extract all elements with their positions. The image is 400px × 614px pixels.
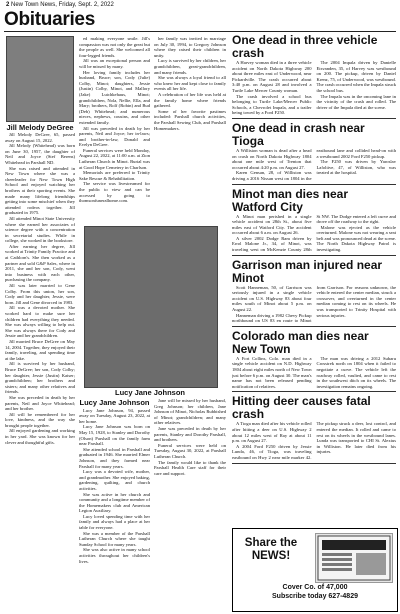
paragraph: A Minot man perished in a single vehicle accident on 28th St., about five miles east of Watford City. The accident occurred about 6 a.m. on August 26. — [232, 213, 312, 236]
paragraph: The man was driving a 2012 Subaru Crosstrek north on 1804 when it failed to negotiate a curve. The vehicle left the roadway rolled, vaulted, and came to rest in the southwest ditch on its wheels. The investigation remains ongoing. — [316, 355, 396, 389]
paragraph: She was also active in many school activities throughout her children's lives. — [79, 547, 150, 564]
news-article — [232, 330, 396, 393]
paragraph: Jill was later married to Gene Colby. From this union, her son, Cody and her daughter, Jessie, were born. Jill and Gene divorced in 1983. — [5, 283, 75, 305]
jill-degree-photo — [6, 36, 74, 122]
obit-jill-degree-text — [5, 132, 75, 610]
news-headline[interactable]: Minot man dies near Watford City — [232, 186, 349, 214]
paragraph: She attended school in Parshall and graduated in 1946. She married Elmer Johnson, and they farmed near Parshall for many years. — [79, 446, 150, 469]
news-article — [232, 34, 396, 119]
paragraph: A Tioga man died after his vehicle rolled after hitting a deer on U.S. Highway 2 about 12 miles west of Ray at about 11 p.m. on August 27. — [232, 421, 312, 444]
paragraph: The service was livestreamed for the public to view and can be accessed by going to thomsonfuneralhome.com. — [79, 181, 150, 204]
ad-line-2: Subscribe today 627-4829 — [272, 593, 358, 600]
paragraph: Jill was preceded in death by her parents, Neil and Joyce; her in-laws; and brother-in-law, Donald and Evelyn DeGree. — [79, 125, 150, 148]
paragraph: Jill Melody DeGree, 65, passed away on August 15, 2022. — [5, 132, 75, 143]
obit-continuation-text — [79, 36, 150, 256]
lucy-johnson-name-heading: Lucy Jane Johnson — [114, 388, 186, 397]
paragraph: Jill Melody (Whitehead) was born on June 30, 1957, the daughter of Neil and Joyce (Stef Berens) Whitehead in Parshall ND. — [5, 143, 75, 165]
paragraph: Lucy was a devoted wife, mother, and grandmother. She enjoyed baking, gardening, quilting, and church activities. — [79, 469, 150, 491]
paragraph: Her loving family includes her husband, Bruce; son, Cody (Julie) Colby, Minot; daughters, Jessie (Justin) Colby, Minot, and Mallory (Jake) Lutchkehaus, Minot; grandchildren, Nola, Nellie, Ella, and Mary; brothers, Rolf (Robin) and Bud (Deb) Whitehead; and numerous nieces, nephews, cousins, and other extended family. — [79, 69, 150, 125]
article-divider — [232, 326, 396, 327]
paragraph: Karen Gensan, 28, of Williston was driving a 2016 Nissan west on 1804 in the eastbound lane and collided head-on with a westbound 2002 Ford F250 pickup. — [232, 147, 396, 181]
news-headline[interactable]: Colorado man dies near New Town — [232, 328, 369, 356]
paragraph: Hanneman driving a 1982 Chevy Pickup northbound on US 83 en route to Minot from Garrison. For reasons unknown, the vehicle entered the center median, struck a crossover, and overturned in the center median coming to rest on its wheels. He was transported to Trinity Hospital with serious injuries. — [232, 284, 396, 324]
paragraph: Lucy is survived by her children, her grandchildren, great-grandchildren, and many friends. — [154, 58, 226, 75]
paragraph: Funeral services were held Monday, August 22, 2022, at 11:00 a.m. at Zion Lutheran Church in Minot. Burial was at Good Hope Cemetery in Charlson. — [79, 147, 150, 170]
paragraph: The 2004 Impala driven by Danielle Eisvanden, 35, of Harvey was westbound on 200. The pickup, driven by Daniel Krenz, 75, of Underwood, was westbound. The crash occurred when the Impala struck the school bus. — [316, 60, 396, 93]
paragraph: ed making everyone smile. Jill's compassion was not only the great but the people as well. She welcomed all four-legged friends. — [79, 36, 150, 58]
paragraph: The crash involved a school bus belonging to Turtle Lake/Mercer Public Schools, a Chevrolet Impala, and a trailer being towed by a Ford F250. — [232, 93, 312, 116]
paragraph: Lucy Jane Johnson, 94, passed away on Tuesday, August 23, 2022, at her home. — [79, 407, 150, 424]
news-article — [232, 188, 396, 256]
news-headline[interactable]: Garrison man injured near Minot — [232, 257, 383, 285]
section-title: Obituaries — [4, 9, 95, 30]
paragraph: A silver 2002 Dodge Ram driven by Errol Malone Jr., 34, of Minot, was traveling west on McKenzie County 28th St NW. The Dodge entered a left curve and drove off the roadway to the right. — [232, 213, 396, 253]
obit-lucy-johnson-text-1 — [79, 398, 150, 610]
article-divider — [232, 255, 396, 256]
obit-lucy-johnson-text-3 — [154, 398, 226, 610]
article-divider — [232, 184, 396, 185]
paragraph: Jane was preceded in death by her parents, Stanley and Dorothy Parshall, and brothers. — [154, 425, 226, 443]
subscription-ad[interactable] — [232, 528, 398, 612]
paragraph: Jill was a devoted mother. She worked hard to make sure her children had everything they needed. She was always willing to help out. She was always there for Cody and Jessie and her grandchildren. — [5, 305, 75, 339]
paragraph: The family would like to thank the Parshall Health Care staff for their care and support. — [154, 459, 226, 476]
news-briefs — [232, 34, 396, 524]
paragraph: Jill enjoyed gardening and working in her yard. She was known for her clever and thoughtful gifts. — [5, 428, 75, 445]
news-headline[interactable]: One dead in three vehicle crash — [232, 34, 378, 60]
paragraph: A Harvey woman died in a three vehicle accident on North Dakota Highway 200 about three miles east of Underwood, near Pickardville. The crash occurred about 3:40 p.m. on August 28 and involved a Turtle Lake Mercer County woman. — [232, 60, 312, 93]
news-headline[interactable]: Hitting deer causes fatal crash — [232, 394, 371, 422]
paragraph: Jane will be missed by her husband, Greg Johnson; her children, Jane Johnson of Minot, Nicholas Rubbished of Minot; grandchildren; and many other relatives. — [154, 398, 226, 426]
paragraph: Jill attended Minot State University where she earned her associates of science degree with a concentration in secretarial studies. While in college, she worked in the bookstore. — [5, 215, 75, 244]
ad-line-1: Cover Co. of 47,000 — [282, 584, 348, 591]
paragraph: Malone was ejected as the vehicle overturned. Malone was not wearing a seat belt and was pronounced dead at the scene. The North Dakota Highway Patrol is investigating. — [316, 224, 396, 253]
paragraph: The F250 was driven by Yaroslav Lafoltive, 47, of Williston, who was treated at the hospital. — [316, 159, 396, 176]
article-divider — [232, 391, 396, 392]
header-rule — [4, 31, 396, 32]
news-article — [232, 122, 396, 185]
paragraph: A Fort Collins, Colo. man died in a single vehicle accident on N.D. Highway 1804 about eight miles north of New Town just before 6 p.m. on August 30. The man's name has not been released pending notification of relatives. — [232, 355, 312, 389]
paragraph: After earning her degree, Jill worked at Trinity Family Practice and at Cathlorn's. She then worked as a partner and sold G&P Sales, where in 2011, she and her son, Cody, went into business with each other, purchasing the company. — [5, 243, 75, 283]
paragraph: Memorials are preferred to Trinity Sake Rescue & Rehabilitation. — [79, 170, 150, 181]
paragraph: Jill married Bruce DeGree on May 14, 2004. Together, they enjoyed their family, traveling, and spending time at the lake. — [5, 338, 75, 361]
obit-lucy-johnson-text-2 — [154, 36, 226, 224]
paragraph: Some of her favorite pastimes included: Parshall church activities, the Parshall Sewing Club, and Parshall Homemakers. — [154, 108, 226, 131]
paragraph: The Impala was in the oncoming lane in the vicinity of the crash and rolled. The driver of the Impala died at the scene. — [316, 93, 396, 110]
news-headline[interactable]: One dead in crash near Tioga — [232, 120, 365, 148]
paragraph: She was active in her church and community and a longtime member of the Homemakers club and American Legion Auxiliary. — [79, 491, 150, 514]
paragraph: Jill will be remembered for her love, kindness, and the way she brought people together. — [5, 411, 75, 428]
newspaper-logo-icon — [315, 533, 393, 583]
news-article — [232, 259, 396, 327]
paragraph: She was always a loyal friend to all who knew her and kept close to family events all her life. — [154, 75, 226, 92]
jill-degree-name-heading: Jill Melody DeGree — [6, 123, 74, 132]
paragraph: Lucy Jane Johnson was born on May 15, 1928, to Stanley and Dorothy (Olson) Parshall on the family farm near Parshall. — [79, 424, 150, 447]
paragraph: A celebration of her life was held at the family home where friends gathered. — [154, 91, 226, 109]
paragraph: Scott Hanneman, 50, of Garrison was seriously injured in a single vehicle accident on U.S. Highway 83 about four miles south of Minot about 5 p.m. on August 22. — [232, 284, 312, 313]
paragraph: Jill was an exceptional person and will be missed by many. — [79, 58, 150, 69]
paragraph: She was raised and attended in New Town where she was a cheerleader for New Town High School and enjoyed watching her brothers at their sporting events. She made many lifelong friendships getting into some mischief when they attended rodeos together. Jill graduated in 1975. — [5, 165, 75, 216]
paragraph: She was a member of the Parshall Lutheran Church where she taught Sunday School for many years. — [79, 530, 150, 547]
news-article — [232, 395, 396, 463]
ad-headline: Share the NEWS! — [244, 537, 298, 562]
paragraph: her family was invited in marriage on July 30, 1994, to Gregory Johnson where they raised their children in unity. — [154, 36, 226, 58]
paragraph: A 2004 Ford F250 driven by Jessie Lunda, 46, of Tioga, was traveling eastbound on Hwy 2 near mile marker 42. The pickup struck a deer, lost control, and entered the median. It rolled and came to rest on its wheels in the westbound lanes. Lunda was transported to CHI St. Alexius in Williston. He later died from his injuries. — [232, 421, 396, 460]
paragraph: Funeral services were held on Tuesday, August 30, 2022, at Parshall Lutheran Church. — [154, 442, 226, 459]
article-divider — [232, 463, 396, 464]
paragraph: She was preceded in death by her parents, Neil and Joyce Whitehead; and her brother. — [5, 394, 75, 412]
paragraph: Jill is survived by her husband, Bruce DeGree; her son, Cody Colby; her daughter, Jessie (Justin) Kaiser; grandchildren; her brothers and sisters; and many other relatives and friends. — [5, 361, 75, 395]
lucy-johnson-obit-heading: Lucy Jane Johnson — [79, 398, 150, 407]
lucy-johnson-photo — [84, 226, 218, 388]
page-number: 2 — [6, 2, 10, 8]
article-divider — [232, 118, 396, 119]
paper-dateline: New Town News, Friday, Sept. 2, 2022 — [11, 2, 114, 8]
paragraph: Lucy loved spending time with her family and always had a place at her table for everyone. — [79, 513, 150, 531]
ad-call-to-action — [237, 583, 393, 601]
paragraph: A Williston woman is dead after a head on crash on North Dakota Highway 1804 about one mile west of Trenton that occurred about 4:20 p.m. on August 27. — [232, 147, 312, 170]
